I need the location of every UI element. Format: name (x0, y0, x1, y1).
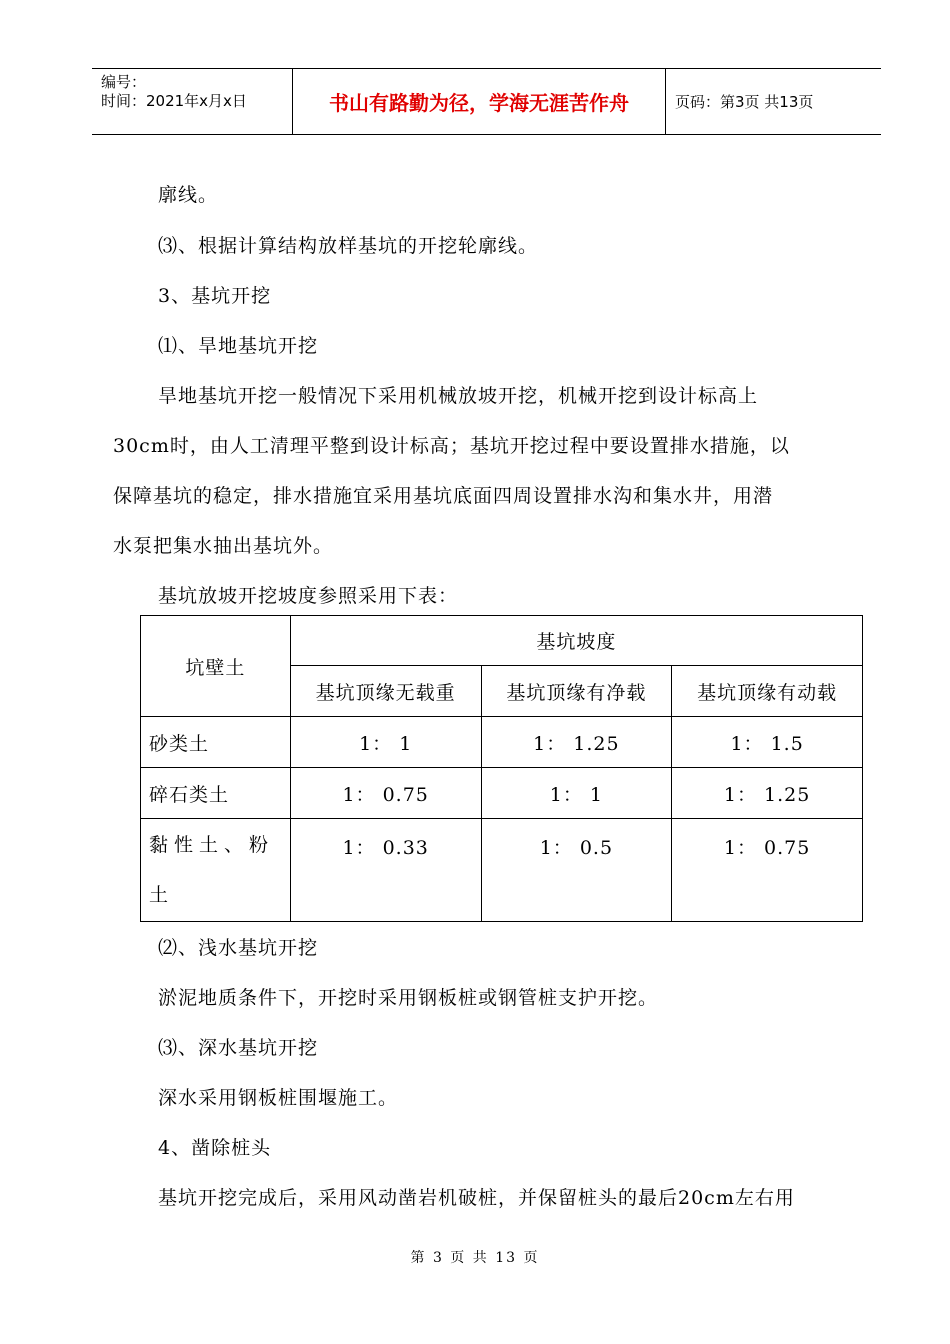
page-header (92, 68, 881, 135)
header-motto: 书山有路勤为径，学海无涯苦作舟 (293, 69, 666, 134)
table-cell-value: 1： 0.33 (290, 819, 481, 922)
table-cell-value: 1： 1.25 (481, 717, 672, 768)
subheading-shallow-water: ⑵、浅水基坑开挖 (158, 937, 319, 959)
subheading-deep-water: ⑶、深水基坑开挖 (158, 1037, 319, 1059)
table-cell-value: 1： 0.5 (481, 819, 672, 922)
subheading-dry-pit: ⑴、旱地基坑开挖 (158, 335, 319, 357)
section-heading-3: 3、基坑开挖 (158, 285, 272, 307)
paragraph-5-line-1: 旱地基坑开挖一般情况下采用机械放坡开挖，机械开挖到设计标高上 (158, 385, 759, 407)
paragraph-1: 廓线。 (158, 184, 219, 206)
page-footer: 第 3 页 共 13 页 (410, 1250, 540, 1266)
table-cell-soil: 黏性土、粉土 (141, 819, 291, 922)
paragraph-10: 深水采用钢板桩围堰施工。 (158, 1087, 399, 1109)
table-header-soil: 坑壁土 (141, 616, 291, 717)
table-header-dynamic-load: 基坑顶缘有动载 (672, 666, 863, 717)
table-header-static-load: 基坑顶缘有净载 (481, 666, 672, 717)
table-cell-soil: 砂类土 (141, 717, 291, 768)
paragraph-5-line-4: 水泵把集水抽出基坑外。 (113, 535, 334, 557)
table-intro: 基坑放坡开挖坡度参照采用下表： (158, 585, 459, 607)
header-number-label: 编号： (101, 73, 147, 91)
header-meta (92, 69, 293, 134)
table-cell-value: 1： 1 (481, 768, 672, 819)
paragraph-5-line-3: 保障基坑的稳定，排水措施宜采用基坑底面四周设置排水沟和集水井，用潜 (113, 485, 774, 507)
table-row (141, 717, 863, 768)
table-cell-soil: 碎石类土 (141, 768, 291, 819)
table-row (141, 768, 863, 819)
table-cell-value: 1： 1.5 (672, 717, 863, 768)
table-header-slope: 基坑坡度 (290, 616, 862, 666)
paragraph-5-line-2: 30cm时，由人工清理平整到设计标高；基坑开挖过程中要设置排水措施，以 (113, 435, 790, 457)
section-heading-4: 4、凿除桩头 (158, 1137, 272, 1159)
table-cell-value: 1： 0.75 (672, 819, 863, 922)
table-header-no-load: 基坑顶缘无载重 (290, 666, 481, 717)
paragraph-2: ⑶、根据计算结构放样基坑的开挖轮廓线。 (158, 235, 539, 257)
table-cell-value: 1： 0.75 (290, 768, 481, 819)
table-cell-value: 1： 1 (290, 717, 481, 768)
paragraph-8: 淤泥地质条件下，开挖时采用钢板桩或钢管桩支护开挖。 (158, 987, 659, 1009)
paragraph-12: 基坑开挖完成后，采用风动凿岩机破桩，并保留桩头的最后20cm左右用 (158, 1187, 795, 1209)
header-time-label: 时间：2021年x月x日 (101, 92, 247, 110)
slope-table (140, 615, 863, 922)
table-cell-value: 1： 1.25 (672, 768, 863, 819)
header-page-info: 页码：第3页 共13页 (675, 93, 814, 111)
table-row (141, 819, 863, 922)
